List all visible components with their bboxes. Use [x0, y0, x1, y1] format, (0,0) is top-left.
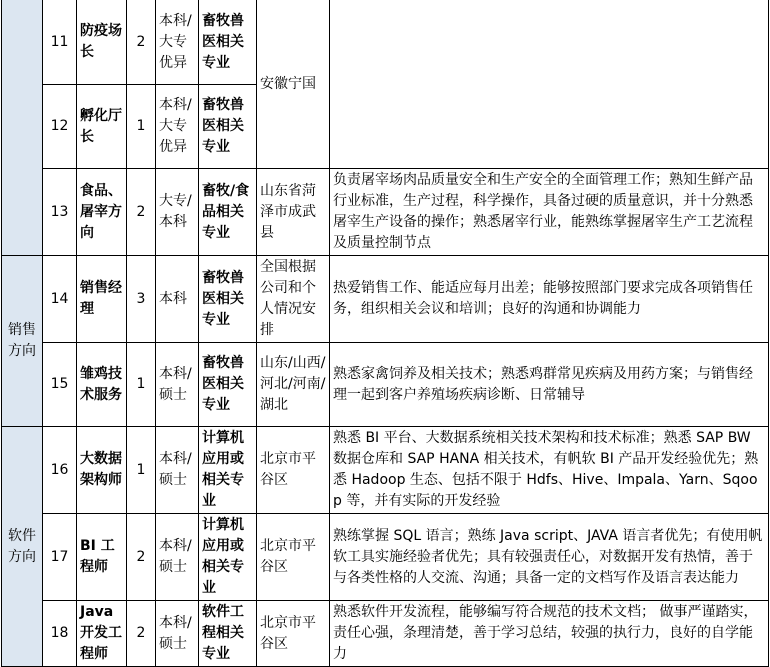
- work-location: 山东省菏泽市成武县: [257, 169, 330, 256]
- job-requirement: 熟练掌握 SQL 语言；熟练 Java script、JAVA 语言者优先；有使用帆软工具实施经验者优先；具有较强责任心，对数据开发有热情，善于与各类性格的人交流、沟通；具备一定的文档写作及语言表达能力: [330, 514, 769, 601]
- table-row: [2, 514, 769, 601]
- education: 本科/硕士: [156, 427, 199, 514]
- job-title: 雏鸡技术服务: [77, 343, 127, 427]
- headcount: 2: [127, 601, 156, 667]
- work-location: 北京市平谷区: [257, 601, 330, 667]
- education: 本科/大专优异: [156, 85, 199, 169]
- headcount: 3: [127, 256, 156, 343]
- education: 本科/硕士: [156, 514, 199, 601]
- category-cell: [2, 0, 43, 256]
- education: 本科: [156, 256, 199, 343]
- education: 本科/硕士: [156, 343, 199, 427]
- job-requirement: 熟悉家禽饲养及相关技术；熟悉鸡群常见疾病及用药方案；与销售经理一起到客户养殖场疾病诊断、日常辅导: [330, 343, 769, 427]
- major: 畜牧兽医相关专业: [199, 343, 257, 427]
- job-title: Java 开发工程师: [77, 601, 127, 667]
- table-row: [2, 256, 769, 343]
- headcount: 1: [127, 427, 156, 514]
- job-title: 防疫场长: [77, 0, 127, 85]
- category-cell: 销售方向: [2, 256, 43, 427]
- job-requirement: [330, 0, 769, 169]
- work-location: 安徽宁国: [257, 0, 330, 169]
- work-location: 北京市平谷区: [257, 514, 330, 601]
- headcount: 1: [127, 85, 156, 169]
- row-number: 11: [43, 0, 77, 85]
- row-number: 16: [43, 427, 77, 514]
- work-location: 全国根据公司和个人情况安排: [257, 256, 330, 343]
- table-row: [2, 343, 769, 427]
- headcount: 2: [127, 0, 156, 85]
- table-row: [2, 0, 769, 85]
- row-number: 14: [43, 256, 77, 343]
- major: 畜牧兽医相关专业: [199, 256, 257, 343]
- major: 软件工程相关专业: [199, 601, 257, 667]
- job-title: 孵化厅长: [77, 85, 127, 169]
- major: 畜牧/食品相关专业: [199, 169, 257, 256]
- category-cell: 软件方向: [2, 427, 43, 667]
- job-title: 食品、屠宰方向: [77, 169, 127, 256]
- major: 计算机应用或相关专业: [199, 514, 257, 601]
- headcount: 2: [127, 169, 156, 256]
- job-requirement: 熟悉 BI 平台、大数据系统相关技术架构和技术标准；熟悉 SAP BW 数据仓库和 SAP HANA 相关技术，有帆软 BI 产品开发经验优先；熟悉 Hadoop 生态、包括不限于 Hdfs、Hive、Impala、Yarn、Sqoop 等，并有实际的开发经验: [330, 427, 769, 514]
- work-location: 北京市平谷区: [257, 427, 330, 514]
- education: 大专/本科: [156, 169, 199, 256]
- table-row: [2, 169, 769, 256]
- recruitment-table: [1, 0, 769, 667]
- job-requirement: 熟悉软件开发流程，能够编写符合规范的技术文档； 做事严谨踏实，责任心强，条理清楚，善于学习总结，较强的执行力，良好的自学能力: [330, 601, 769, 667]
- job-requirement: 热爱销售工作、能适应每月出差；能够按照部门要求完成各项销售任务，组织相关会议和培训；良好的沟通和协调能力: [330, 256, 769, 343]
- job-title: BI 工程师: [77, 514, 127, 601]
- major: 计算机应用或相关专业: [199, 427, 257, 514]
- work-location: 山东/山西/河北/河南/湖北: [257, 343, 330, 427]
- major: 畜牧兽医相关专业: [199, 0, 257, 85]
- row-number: 18: [43, 601, 77, 667]
- major: 畜牧兽医相关专业: [199, 85, 257, 169]
- table-row: [2, 601, 769, 667]
- education: 本科/硕士: [156, 601, 199, 667]
- row-number: 12: [43, 85, 77, 169]
- row-number: 15: [43, 343, 77, 427]
- job-title: 销售经理: [77, 256, 127, 343]
- table-row: [2, 427, 769, 514]
- job-requirement: 负责屠宰场肉品质量安全和生产安全的全面管理工作；熟知生鲜产品行业标准，生产过程，科学操作，具备过硬的质量意识，并十分熟悉屠宰生产设备的操作；熟悉屠宰行业，能熟练掌握屠宰生产工艺流程及质量控制节点: [330, 169, 769, 256]
- education: 本科/大专优异: [156, 0, 199, 85]
- headcount: 1: [127, 343, 156, 427]
- headcount: 2: [127, 514, 156, 601]
- row-number: 17: [43, 514, 77, 601]
- job-title: 大数据架构师: [77, 427, 127, 514]
- row-number: 13: [43, 169, 77, 256]
